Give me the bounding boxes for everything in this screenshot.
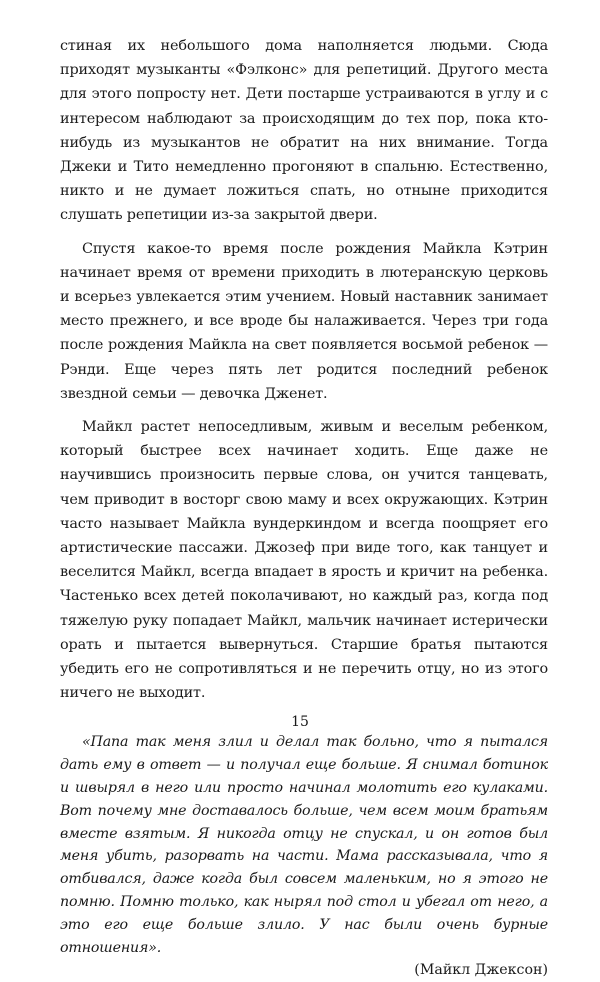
quote-block xyxy=(60,731,548,982)
page-body xyxy=(60,34,548,982)
paragraph-2: Спустя какое-то время после рождения Майкла Кэтрин начинает время от времени приходить в лютеранскую церковь и всерьез увлекается этим учением. Новый наставник занимает место прежнего, и все вроде бы налаживается. Через три года после рождения Майкла на свет появляется восьмой ребенок — Рэнди. Еще через пять лет родится последний ребенок звездной семьи — девочка Дженет. xyxy=(60,240,548,402)
paragraph-1: стиная их небольшого дома наполняется людьми. Сюда приходят музыканты «Фэлконс» для репетиций. Другого места для этого попросту нет. Дети постарше устраиваются в углу и с интересом наблюдают за происходящим до тех пор, пока кто-нибудь из музыкантов не обратит на них внимание. Тогда Джеки и Тито немедленно прогоняют в спальню. Естественно, никто и не думает ложиться спать, но отныне приходится слушать репетиции из-за закрытой двери. xyxy=(60,38,548,224)
quote-text: «Папа так меня злил и делал так больно, что я пытался дать ему в ответ — и получал еще больше. Я снимал ботинок и швырял в него или просто начинал молотить его кулаками. Вот почему мне доставалось больше, чем всем моим братьям вместе взятым. Я никогда отцу не спускал, и он готов был меня убить, разорвать на части. Мама рассказывала, что я отбивался, даже когда был совсем маленьким, но я этого не помню. Помню только, как нырял под стол и убегал от него, а это его еще больше злило. У нас были очень бурные отношения». xyxy=(60,734,548,956)
page-number: 15 xyxy=(291,714,309,730)
quote-attribution: (Майкл Джексон) xyxy=(414,962,548,979)
paragraph-3: Майкл растет непоседливым, живым и веселым ребенком, который быстрее всех начинает ходить. Еще даже не научившись произносить первые слова, он учится танцевать, чем приводит в восторг свою маму и всех окружающих. Кэтрин часто называет Майкла вундеркиндом и всегда поощряет его артистические пассажи. Джозеф при виде того, как танцует и веселится Майкл, всегда впадает в ярость и кричит на ребенка. Частенько всех детей поколачивают, но каждый раз, когда под тяжелую руку попадает Майкл, мальчик начинает истерически орать и пытается вывернуться. Старшие братья пытаются убедить его не сопротивляться и не перечить отцу, но из этого ничего не выходит. xyxy=(60,419,548,702)
